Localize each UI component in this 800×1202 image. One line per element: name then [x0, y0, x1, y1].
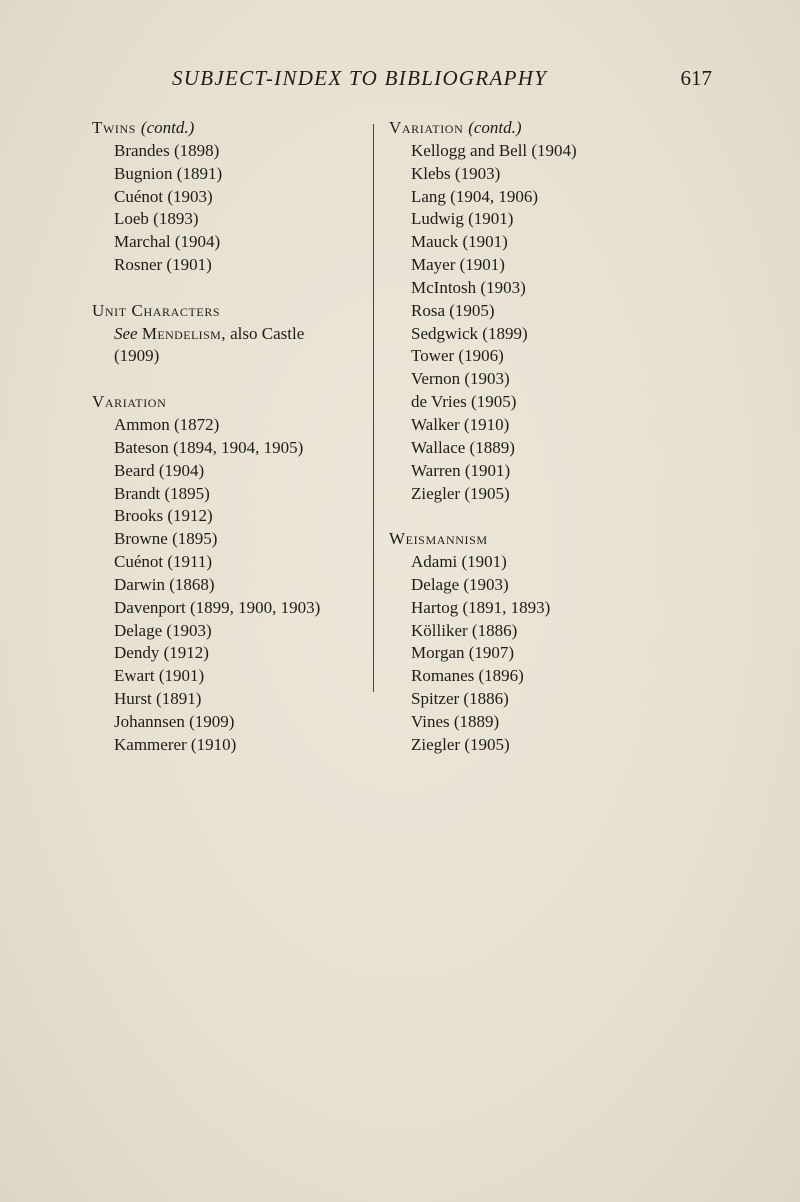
index-entry: McIntosh (1903) — [411, 277, 526, 297]
index-entry: Brandt (1895) — [114, 483, 210, 503]
index-entry: Wallace (1889) — [411, 437, 515, 457]
index-entry: Dendy (1912) — [114, 643, 209, 663]
index-entry: Kellogg and Bell (1904) — [411, 140, 577, 160]
index-entry: Sedgwick (1899) — [411, 323, 528, 343]
index-entry: Cuénot (1903) — [114, 186, 213, 206]
index-entry: Bateson (1894, 1904, 1905) — [114, 437, 304, 457]
running-head — [172, 66, 712, 96]
index-entry: Davenport (1899, 1900, 1903) — [114, 597, 321, 617]
index-entry: Marchal (1904) — [114, 232, 221, 252]
index-entry: Walker (1910) — [411, 414, 510, 434]
left-column — [92, 117, 372, 757]
index-entry: Morgan (1907) — [411, 643, 515, 663]
index-entry: Vernon (1903) — [411, 369, 510, 389]
section-gap — [92, 277, 372, 300]
contd-label: (contd.) — [140, 118, 195, 137]
contd-label: (contd.) — [468, 118, 522, 137]
index-entry: Delage (1903) — [114, 620, 212, 640]
index-entry: Kammerer (1910) — [114, 734, 237, 754]
index-entry: Browne (1895) — [114, 529, 218, 549]
index-entry: Brandes (1898) — [114, 140, 220, 160]
section-gap — [92, 368, 372, 391]
index-entry: Bugnion (1891) — [114, 163, 223, 183]
index-entry: Brooks (1912) — [114, 506, 213, 526]
index-entry: Kölliker (1886) — [411, 620, 518, 640]
index-entry: Johannsen (1909) — [114, 711, 235, 731]
right-column — [389, 117, 669, 757]
index-entry: Ewart (1901) — [114, 666, 205, 686]
index-entry: Mauck (1901) — [411, 232, 508, 252]
index-entry: Romanes (1896) — [411, 666, 524, 686]
see-target: Mendelism, — [141, 323, 226, 343]
index-entry: Lang (1904, 1906) — [411, 186, 539, 206]
index-entry: Delage (1903) — [411, 574, 509, 594]
index-entry: Spitzer (1886) — [411, 689, 509, 709]
index-entry: Ammon (1872) — [114, 414, 220, 434]
section-gap — [389, 505, 669, 528]
index-entry: Hurst (1891) — [114, 689, 202, 709]
heading-twins — [92, 117, 372, 140]
see-rest: also Castle — [225, 323, 305, 343]
index-entry: Rosa (1905) — [411, 300, 495, 320]
heading-variation: Variation — [92, 392, 167, 412]
index-entry: Mayer (1901) — [411, 255, 505, 275]
running-title: SUBJECT-INDEX TO BIBLIOGRAPHY — [172, 66, 548, 90]
index-entry: Ziegler (1905) — [411, 734, 510, 754]
see-continuation: (1909) — [114, 346, 160, 366]
heading-label: Twins — [92, 118, 137, 137]
heading-weismannism: Weismannism — [389, 529, 488, 549]
see-word: See — [114, 323, 138, 343]
index-entry: Vines (1889) — [411, 711, 500, 731]
index-entry: Hartog (1891, 1893) — [411, 597, 551, 617]
see-reference — [92, 323, 372, 346]
index-entry: Ziegler (1905) — [411, 483, 510, 503]
index-entry: Ludwig (1901) — [411, 209, 514, 229]
index-entry: Klebs (1903) — [411, 163, 501, 183]
page-number: 617 — [680, 66, 712, 90]
index-entry: Tower (1906) — [411, 346, 504, 366]
index-entry: Rosner (1901) — [114, 255, 212, 275]
index-entry: de Vries (1905) — [411, 392, 517, 412]
index-entry: Darwin (1868) — [114, 574, 215, 594]
heading-label: Variation — [389, 118, 464, 137]
index-entry: Beard (1904) — [114, 460, 205, 480]
index-entry: Adami (1901) — [411, 552, 507, 572]
heading-variation-contd — [389, 117, 669, 140]
index-entry: Warren (1901) — [411, 460, 511, 480]
column-divider — [373, 124, 374, 692]
index-entry: Loeb (1893) — [114, 209, 199, 229]
index-entry: Cuénot (1911) — [114, 552, 213, 572]
heading-unit-characters: Unit Characters — [92, 300, 221, 320]
